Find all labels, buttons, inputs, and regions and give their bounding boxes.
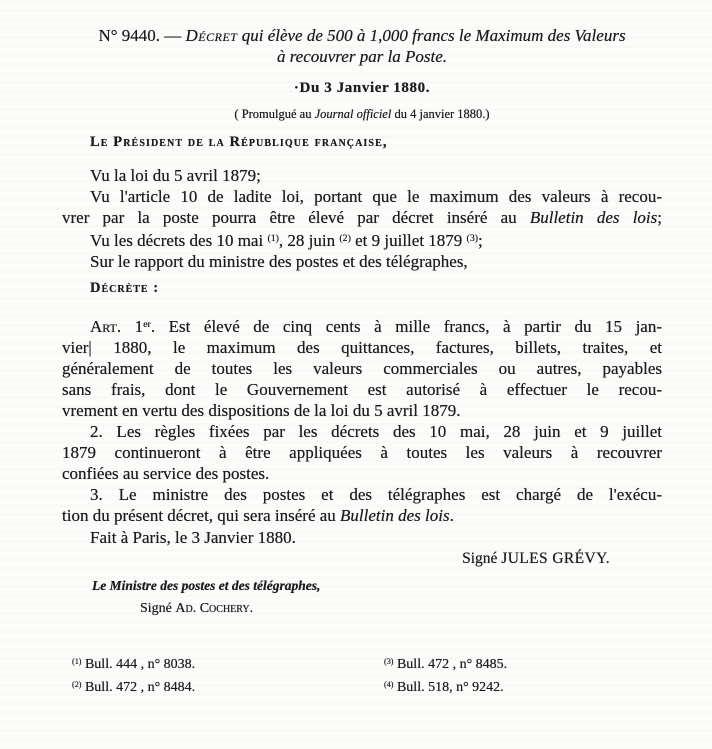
footnote-2: $^{(2)}$ Bull. 472 , n° 8484. (72, 679, 196, 695)
article-2 (62, 421, 662, 484)
recital-line-3: vrer par la poste pourra être élevé par décret inséré au Bulletin des lois; (62, 208, 662, 227)
minister-title: Le Ministre des postes et des télégraphes, (92, 577, 321, 593)
article-3 (62, 484, 662, 526)
minister-signature: Signé Ad. Cochery. (140, 600, 254, 616)
article-3-line-2: tion du présent décret, qui sera inséré au Bulletin des lois. (62, 505, 454, 525)
footnote-1: $^{(1)}$ Bull. 444 , n° 8038. (72, 656, 196, 672)
decree-headline-line-2: à recouvrer par la Poste. (276, 47, 448, 66)
footnote-3: $^{(3)}$ Bull. 472 , n° 8485. (384, 656, 508, 672)
recital-line-2: Vu l'article 10 de ladite loi, portant que le maximum des valeurs à recou- (90, 187, 662, 206)
footnotes (62, 652, 662, 698)
recitals (62, 165, 662, 272)
article-1-line-1: Art. 1er. Est élevé de cinq cents à mille francs, à partir du 15 jan- (90, 316, 662, 336)
decree-headline-line-1: N° 9440. — Décret qui élève de 500 à 1,000 francs le Maximum des Valeurs (98, 26, 626, 45)
footnotes-left-column (62, 652, 384, 698)
signature-place-date: Fait à Paris, le 3 Janvier 1880. (90, 527, 296, 547)
promulgation-note: ( Promulgué au Journal officiel du 4 janvier 1880.) (234, 107, 490, 121)
president-signature: Signé JULES GRÉVY. (462, 549, 610, 567)
article-1-line-5: vrement en vertu des dispositions de la loi du 5 avril 1879. (62, 400, 461, 420)
footnotes-right-column (384, 652, 662, 698)
article-1-line-2: vier| 1880, le maximum des quittances, factures, billets, traites, et (62, 337, 662, 357)
article-1-line-4: sans frais, dont le Gouvernement est autorisé à effectuer le recou- (62, 379, 662, 399)
article-2-line-2: 1879 continueront à être appliquées à toutes les valeurs à recouvrer (62, 442, 662, 462)
article-1-line-3: généralement de toutes les valeurs commerciales ou autres, payables (62, 358, 662, 378)
article-3-line-1: 3. Le ministre des postes et des télégraphes est chargé de l'exécu- (90, 484, 662, 504)
footnote-4: $^{(4)}$ Bull. 518, n° 9242. (384, 679, 504, 695)
article-2-line-1: 2. Les règles fixées par les décrets des 10 mai, 28 juin et 9 juillet (90, 421, 662, 441)
recital-line-1: Vu la loi du 5 avril 1879; (90, 166, 261, 185)
recital-line-5: Sur le rapport du ministre des postes et des télégraphes, (90, 251, 468, 271)
article-2-line-3: confiées au service des postes. (62, 463, 270, 483)
decree-date: ·Du 3 Janvier 1880. (293, 80, 431, 96)
article-1 (62, 314, 662, 421)
decree-headline (62, 25, 662, 67)
decrete-heading: Décrète : (90, 279, 160, 296)
salutation: Le Président de la République française, (90, 134, 388, 150)
recital-line-4: Vu les décrets des 10 mai $^{(1)}$, 28 juin $^{(2)}$ et 9 juillet 1879 $^{(3)}$; (90, 230, 483, 250)
